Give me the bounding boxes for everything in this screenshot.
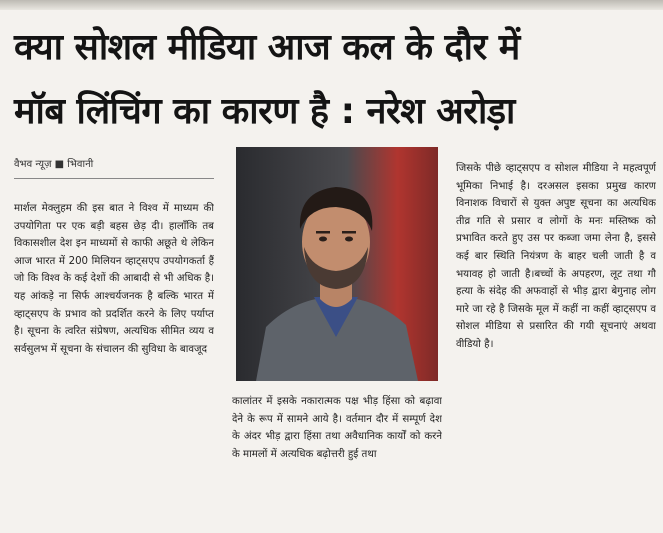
portrait-illustration: [236, 147, 438, 381]
portrait-photo: [236, 147, 438, 381]
article-column-2: [232, 393, 442, 523]
byline: वैभव न्यूज़ ■ भिवानी: [14, 156, 214, 179]
article-column-1: [14, 200, 214, 530]
headline-line-1: क्या सोशल मीडिया आज कल के दौर में: [14, 27, 520, 68]
cropped-top-edge: [0, 0, 663, 10]
column-1-text: मार्शल मेक्लुहम की इस बात ने विश्व में माध्यम की उपयोगिता पर एक बड़ी बहस छेड़ दी। हालाँकि तब विकासशील देश इन माध्यमों से काफी अछूते थे लेकिन आज भारत में 200 मिलियन व्हाट्सएप उपयोगकर्ता हैं जो कि विश्व के कई देशों की आबादी से भी अधिक है। यह आंकड़े ना सिर्फ आश्चर्यजनक है बल्कि भारत में व्हाट्सएप के प्रभाव को प्रदर्शित करने के लिए पर्याप्त है। सूचना के त्वरित संप्रेषण, अत्यधिक सीमित व्यय व सर्वसुलभ में सूचना के संचालन की सुविधा के बावजूद: [14, 203, 214, 355]
column-3-text: जिसके पीछे व्हाट्सएप व सोशल मीडिया ने महत्वपूर्ण भूमिका निभाई है। दरअसल इसका प्रमुख कारण विनाशक विचारों से युक्त अपुष्ट सूचना का अत्यधिक तीव्र गति से प्रसार व लोगों के मनः मस्तिष्क को प्रभावित करते हुए उस पर कब्जा जमा लेना है, इससे कई बार स्थिति नियंत्रण के बाहर चली जाती है व भयावह हो जाती है।बच्चों के अपहरण, लूट तथा गौ हत्या के संदेह की अफवाहों से भीड़ द्वारा बेगुनाह लोग मारे जा रहे है जिसके मूल में कहीं ना कहीं व्हाट्सएप व सोशल मीडिया से प्रसारित की गयी सूचनाएं अथवा वीडियो है।: [456, 163, 656, 350]
headline-line-2: मॉब लिंचिंग का कारण है : नरेश अरोड़ा: [14, 91, 515, 132]
article-column-3: [456, 160, 656, 525]
column-2-text: कालांतर में इसके नकारात्मक पक्ष भीड़ हिंसा को बढ़ावा देने के रूप में सामने आये है। वर्तमान दौर में सम्पूर्ण देश के अंदर भीड़ द्वारा हिंसा तथा अवैधानिक कार्यों को करने के मामलों में अत्यधिक बढ़ोत्तरी हुई तथा: [232, 396, 442, 460]
